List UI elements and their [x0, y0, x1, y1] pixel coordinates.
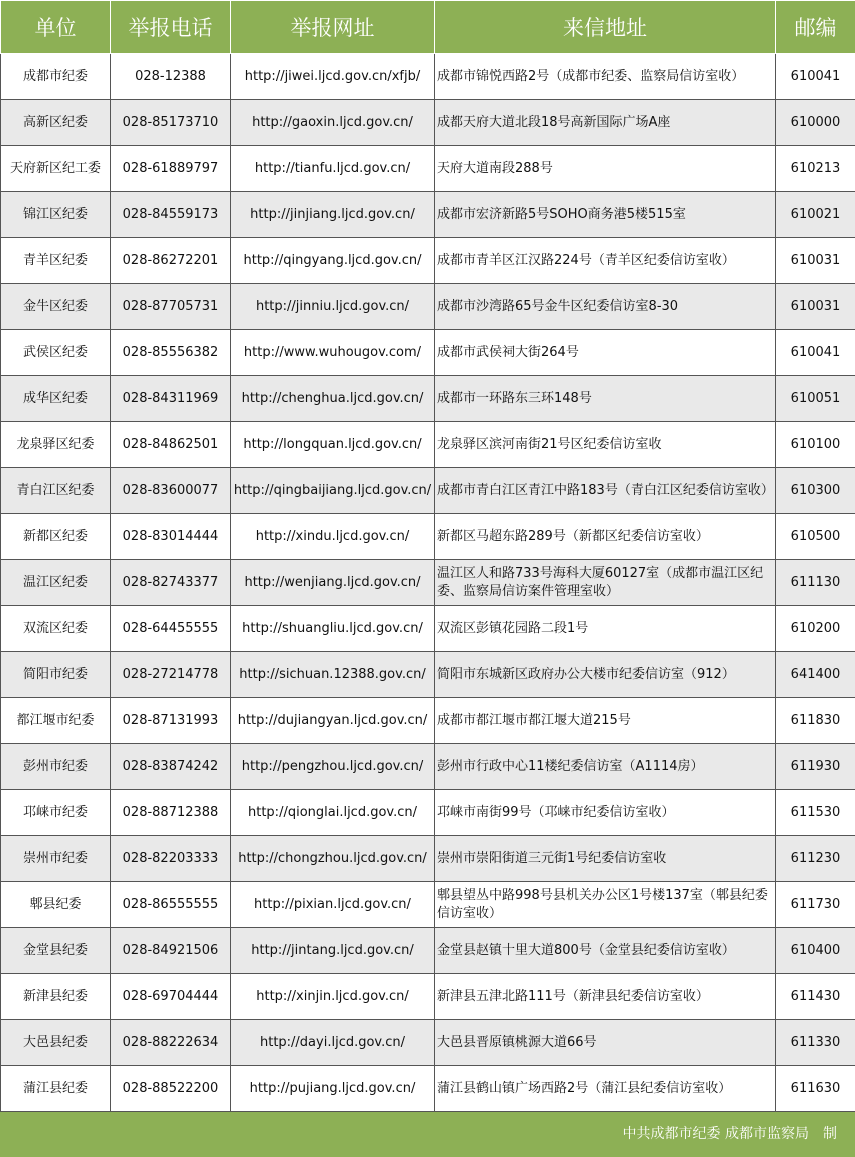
url-cell: http://qingyang.ljcd.gov.cn/ [231, 238, 435, 284]
phone-cell: 028-82203333 [111, 836, 231, 882]
zip-cell: 641400 [776, 652, 855, 698]
table-row [1, 836, 855, 882]
url-cell: http://chenghua.ljcd.gov.cn/ [231, 376, 435, 422]
unit-cell: 简阳市纪委 [1, 652, 111, 698]
table-row [1, 652, 855, 698]
unit-cell: 成华区纪委 [1, 376, 111, 422]
phone-cell: 028-83874242 [111, 744, 231, 790]
address-cell: 天府大道南段288号 [435, 146, 776, 192]
address-cell: 成都市武侯祠大街264号 [435, 330, 776, 376]
unit-cell: 蒲江县纪委 [1, 1066, 111, 1112]
zip-cell: 610500 [776, 514, 855, 560]
address-cell: 大邑县晋原镇桃源大道66号 [435, 1020, 776, 1066]
url-cell: http://pujiang.ljcd.gov.cn/ [231, 1066, 435, 1112]
address-cell: 金堂县赵镇十里大道800号（金堂县纪委信访室收） [435, 928, 776, 974]
address-cell: 成都市一环路东三环148号 [435, 376, 776, 422]
address-cell: 成都市锦悦西路2号（成都市纪委、监察局信访室收） [435, 54, 776, 100]
unit-cell: 邛崃市纪委 [1, 790, 111, 836]
table-row [1, 146, 855, 192]
address-cell: 成都市沙湾路65号金牛区纪委信访室8-30 [435, 284, 776, 330]
address-cell: 龙泉驿区滨河南街21号区纪委信访室收 [435, 422, 776, 468]
url-cell: http://chongzhou.ljcd.gov.cn/ [231, 836, 435, 882]
url-cell: http://dujiangyan.ljcd.gov.cn/ [231, 698, 435, 744]
zip-cell: 611330 [776, 1020, 855, 1066]
header-unit: 单位 [1, 1, 111, 54]
unit-cell: 天府新区纪工委 [1, 146, 111, 192]
url-cell: http://jinjiang.ljcd.gov.cn/ [231, 192, 435, 238]
phone-cell: 028-84311969 [111, 376, 231, 422]
unit-cell: 新都区纪委 [1, 514, 111, 560]
address-cell: 简阳市东城新区政府办公大楼市纪委信访室（912） [435, 652, 776, 698]
unit-cell: 青羊区纪委 [1, 238, 111, 284]
zip-cell: 611730 [776, 882, 855, 928]
url-cell: http://qionglai.ljcd.gov.cn/ [231, 790, 435, 836]
zip-cell: 610100 [776, 422, 855, 468]
phone-cell: 028-82743377 [111, 560, 231, 606]
phone-cell: 028-85556382 [111, 330, 231, 376]
unit-cell: 武侯区纪委 [1, 330, 111, 376]
unit-cell: 锦江区纪委 [1, 192, 111, 238]
zip-cell: 610300 [776, 468, 855, 514]
phone-cell: 028-83600077 [111, 468, 231, 514]
phone-cell: 028-87705731 [111, 284, 231, 330]
table-row [1, 882, 855, 928]
url-cell: http://pengzhou.ljcd.gov.cn/ [231, 744, 435, 790]
phone-cell: 028-27214778 [111, 652, 231, 698]
url-cell: http://longquan.ljcd.gov.cn/ [231, 422, 435, 468]
address-cell: 蒲江县鹤山镇广场西路2号（蒲江县纪委信访室收） [435, 1066, 776, 1112]
zip-cell: 611230 [776, 836, 855, 882]
zip-cell: 610041 [776, 54, 855, 100]
zip-cell: 610200 [776, 606, 855, 652]
unit-cell: 新津县纪委 [1, 974, 111, 1020]
zip-cell: 611430 [776, 974, 855, 1020]
phone-cell: 028-61889797 [111, 146, 231, 192]
table-row [1, 100, 855, 146]
zip-cell: 610400 [776, 928, 855, 974]
phone-cell: 028-12388 [111, 54, 231, 100]
phone-cell: 028-86272201 [111, 238, 231, 284]
zip-cell: 611630 [776, 1066, 855, 1112]
unit-cell: 龙泉驿区纪委 [1, 422, 111, 468]
address-cell: 郫县望丛中路998号县机关办公区1号楼137室（郫县纪委信访室收） [435, 882, 776, 928]
address-cell: 成都市都江堰市都江堰大道215号 [435, 698, 776, 744]
url-cell: http://qingbaijiang.ljcd.gov.cn/ [231, 468, 435, 514]
address-cell: 崇州市崇阳街道三元街1号纪委信访室收 [435, 836, 776, 882]
header-url: 举报网址 [231, 1, 435, 54]
table-row [1, 974, 855, 1020]
url-cell: http://www.wuhougov.com/ [231, 330, 435, 376]
address-cell: 成都市青白江区青江中路183号（青白江区纪委信访室收） [435, 468, 776, 514]
unit-cell: 高新区纪委 [1, 100, 111, 146]
phone-cell: 028-84862501 [111, 422, 231, 468]
phone-cell: 028-83014444 [111, 514, 231, 560]
phone-cell: 028-69704444 [111, 974, 231, 1020]
footer-credit: 中共成都市纪委 成都市监察局 制 [0, 1112, 855, 1157]
table-row [1, 192, 855, 238]
url-cell: http://jinniu.ljcd.gov.cn/ [231, 284, 435, 330]
url-cell: http://tianfu.ljcd.gov.cn/ [231, 146, 435, 192]
address-cell: 温江区人和路733号海科大厦60127室（成都市温江区纪委、监察局信访案件管理室收） [435, 560, 776, 606]
table-row [1, 560, 855, 606]
phone-cell: 028-88522200 [111, 1066, 231, 1112]
zip-cell: 610021 [776, 192, 855, 238]
zip-cell: 610041 [776, 330, 855, 376]
table-row [1, 468, 855, 514]
phone-cell: 028-64455555 [111, 606, 231, 652]
url-cell: http://shuangliu.ljcd.gov.cn/ [231, 606, 435, 652]
unit-cell: 金堂县纪委 [1, 928, 111, 974]
zip-cell: 610031 [776, 238, 855, 284]
zip-cell: 610031 [776, 284, 855, 330]
unit-cell: 金牛区纪委 [1, 284, 111, 330]
phone-cell: 028-86555555 [111, 882, 231, 928]
table-row [1, 330, 855, 376]
phone-cell: 028-85173710 [111, 100, 231, 146]
zip-cell: 611130 [776, 560, 855, 606]
table-row [1, 790, 855, 836]
unit-cell: 郫县纪委 [1, 882, 111, 928]
table-row [1, 422, 855, 468]
url-cell: http://sichuan.12388.gov.cn/ [231, 652, 435, 698]
table-header-row [1, 1, 855, 54]
phone-cell: 028-87131993 [111, 698, 231, 744]
url-cell: http://jiwei.ljcd.gov.cn/xfjb/ [231, 54, 435, 100]
phone-cell: 028-88222634 [111, 1020, 231, 1066]
url-cell: http://xinjin.ljcd.gov.cn/ [231, 974, 435, 1020]
phone-cell: 028-84559173 [111, 192, 231, 238]
header-address: 来信地址 [435, 1, 776, 54]
address-cell: 新津县五津北路111号（新津县纪委信访室收） [435, 974, 776, 1020]
url-cell: http://wenjiang.ljcd.gov.cn/ [231, 560, 435, 606]
unit-cell: 彭州市纪委 [1, 744, 111, 790]
zip-cell: 610000 [776, 100, 855, 146]
address-cell: 彭州市行政中心11楼纪委信访室（A1114房） [435, 744, 776, 790]
address-cell: 成都市宏济新路5号SOHO商务港5楼515室 [435, 192, 776, 238]
url-cell: http://dayi.ljcd.gov.cn/ [231, 1020, 435, 1066]
table-row [1, 514, 855, 560]
table-row [1, 238, 855, 284]
url-cell: http://xindu.ljcd.gov.cn/ [231, 514, 435, 560]
unit-cell: 成都市纪委 [1, 54, 111, 100]
address-cell: 成都天府大道北段18号高新国际广场A座 [435, 100, 776, 146]
table-row [1, 606, 855, 652]
url-cell: http://jintang.ljcd.gov.cn/ [231, 928, 435, 974]
url-cell: http://gaoxin.ljcd.gov.cn/ [231, 100, 435, 146]
phone-cell: 028-84921506 [111, 928, 231, 974]
address-cell: 双流区彭镇花园路二段1号 [435, 606, 776, 652]
unit-cell: 都江堰市纪委 [1, 698, 111, 744]
address-cell: 邛崃市南街99号（邛崃市纪委信访室收） [435, 790, 776, 836]
table-row [1, 376, 855, 422]
table-row [1, 284, 855, 330]
zip-cell: 610051 [776, 376, 855, 422]
zip-cell: 611530 [776, 790, 855, 836]
table-row [1, 928, 855, 974]
table-row [1, 1066, 855, 1112]
table-row [1, 54, 855, 100]
url-cell: http://pixian.ljcd.gov.cn/ [231, 882, 435, 928]
address-cell: 成都市青羊区江汉路224号（青羊区纪委信访室收） [435, 238, 776, 284]
unit-cell: 青白江区纪委 [1, 468, 111, 514]
unit-cell: 大邑县纪委 [1, 1020, 111, 1066]
address-cell: 新都区马超东路289号（新都区纪委信访室收） [435, 514, 776, 560]
unit-cell: 崇州市纪委 [1, 836, 111, 882]
table-row [1, 1020, 855, 1066]
unit-cell: 温江区纪委 [1, 560, 111, 606]
zip-cell: 611930 [776, 744, 855, 790]
phone-cell: 028-88712388 [111, 790, 231, 836]
header-zip: 邮编 [776, 1, 855, 54]
zip-cell: 610213 [776, 146, 855, 192]
table-row [1, 698, 855, 744]
zip-cell: 611830 [776, 698, 855, 744]
unit-cell: 双流区纪委 [1, 606, 111, 652]
table-row [1, 744, 855, 790]
header-phone: 举报电话 [111, 1, 231, 54]
